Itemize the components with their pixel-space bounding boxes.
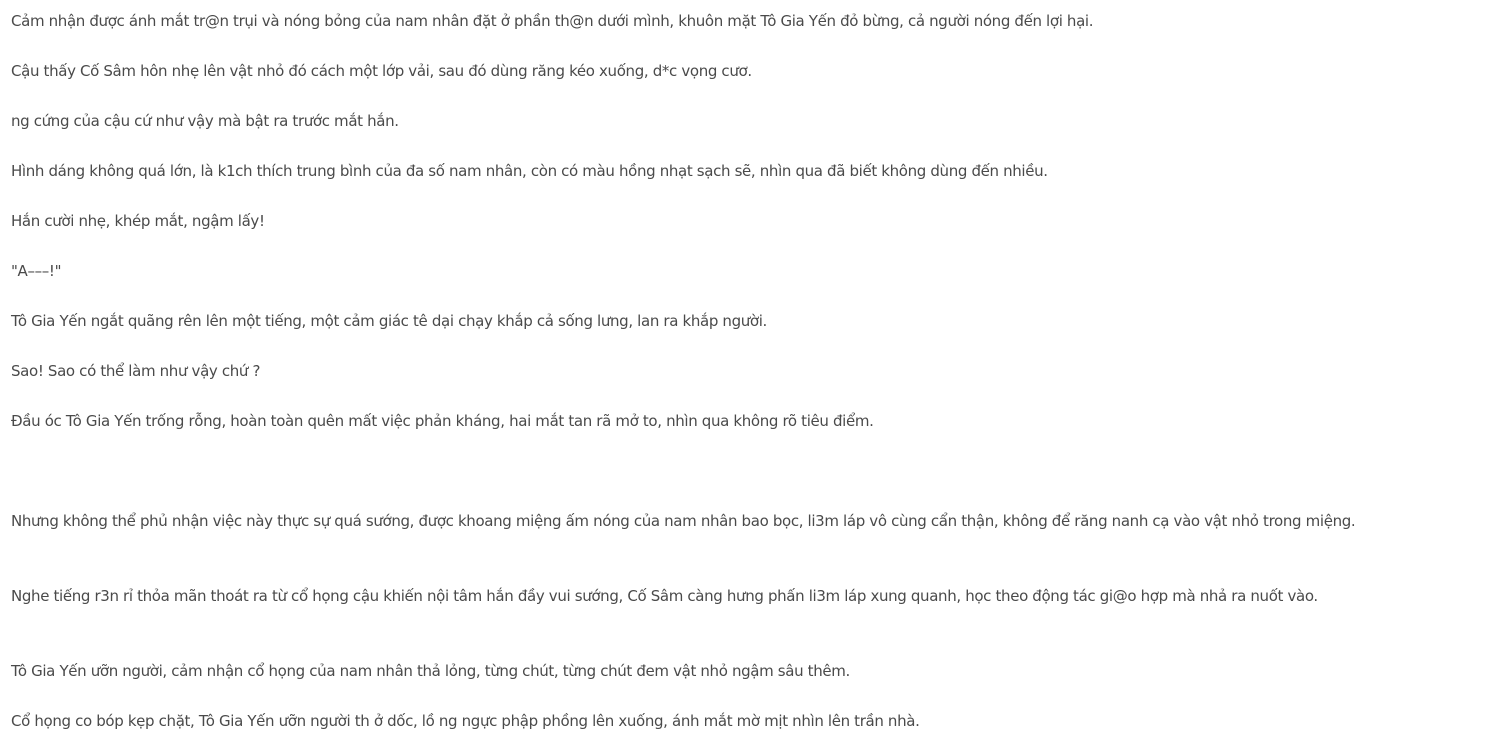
paragraph: Sao! Sao có thể làm như vậy chứ ? [11,362,261,380]
paragraph: Cảm nhận được ánh mắt tr@n trụi và nóng bỏng của nam nhân đặt ở phần th@n dưới mình, khuôn mặt Tô Gia Yến đỏ bừng, cả người nóng đến lợi hại. [11,12,1094,30]
paragraph: Tô Gia Yến ngắt quãng rên lên một tiếng, một cảm giác tê dại chạy khắp cả sống lưng, lan ra khắp người. [11,312,767,330]
paragraph: Đầu óc Tô Gia Yến trống rỗng, hoàn toàn quên mất việc phản kháng, hai mắt tan rã mở to, nhìn qua không rõ tiêu điểm. [11,412,874,430]
paragraph: Hắn cười nhẹ, khép mắt, ngậm lấy! [11,212,265,230]
paragraph: Cổ họng co bóp kẹp chặt, Tô Gia Yến ưỡn người th ở dốc, lồ ng ngực phập phồng lên xuống, ánh mắt mờ mịt nhìn lên trần nhà. [11,712,920,730]
paragraph: Nhưng không thể phủ nhận việc này thực sự quá sướng, được khoang miệng ấm nóng của nam nhân bao bọc, li3m láp vô cùng cẩn thận, không để răng nanh cạ vào vật nhỏ trong miệng. [11,512,1356,530]
paragraph: ng cứng của cậu cứ như vậy mà bật ra trước mắt hắn. [11,112,399,130]
paragraph: "A–––!" [11,262,62,280]
paragraph: Nghe tiếng r3n rỉ thỏa mãn thoát ra từ cổ họng cậu khiến nội tâm hắn đầy vui sướng, Cố Sâm càng hưng phấn li3m láp xung quanh, học theo động tác gi@o hợp mà nhả ra nuốt vào. [11,587,1318,605]
paragraph: Hình dáng không quá lớn, là k1ch thích trung bình của đa số nam nhân, còn có màu hồng nhạt sạch sẽ, nhìn qua đã biết không dùng đến nhiều. [11,162,1048,180]
paragraph: Tô Gia Yến ưỡn người, cảm nhận cổ họng của nam nhân thả lỏng, từng chút, từng chút đem vật nhỏ ngậm sâu thêm. [11,662,850,680]
paragraph: Cậu thấy Cố Sâm hôn nhẹ lên vật nhỏ đó cách một lớp vải, sau đó dùng răng kéo xuống, d*c vọng cươ. [11,62,752,80]
